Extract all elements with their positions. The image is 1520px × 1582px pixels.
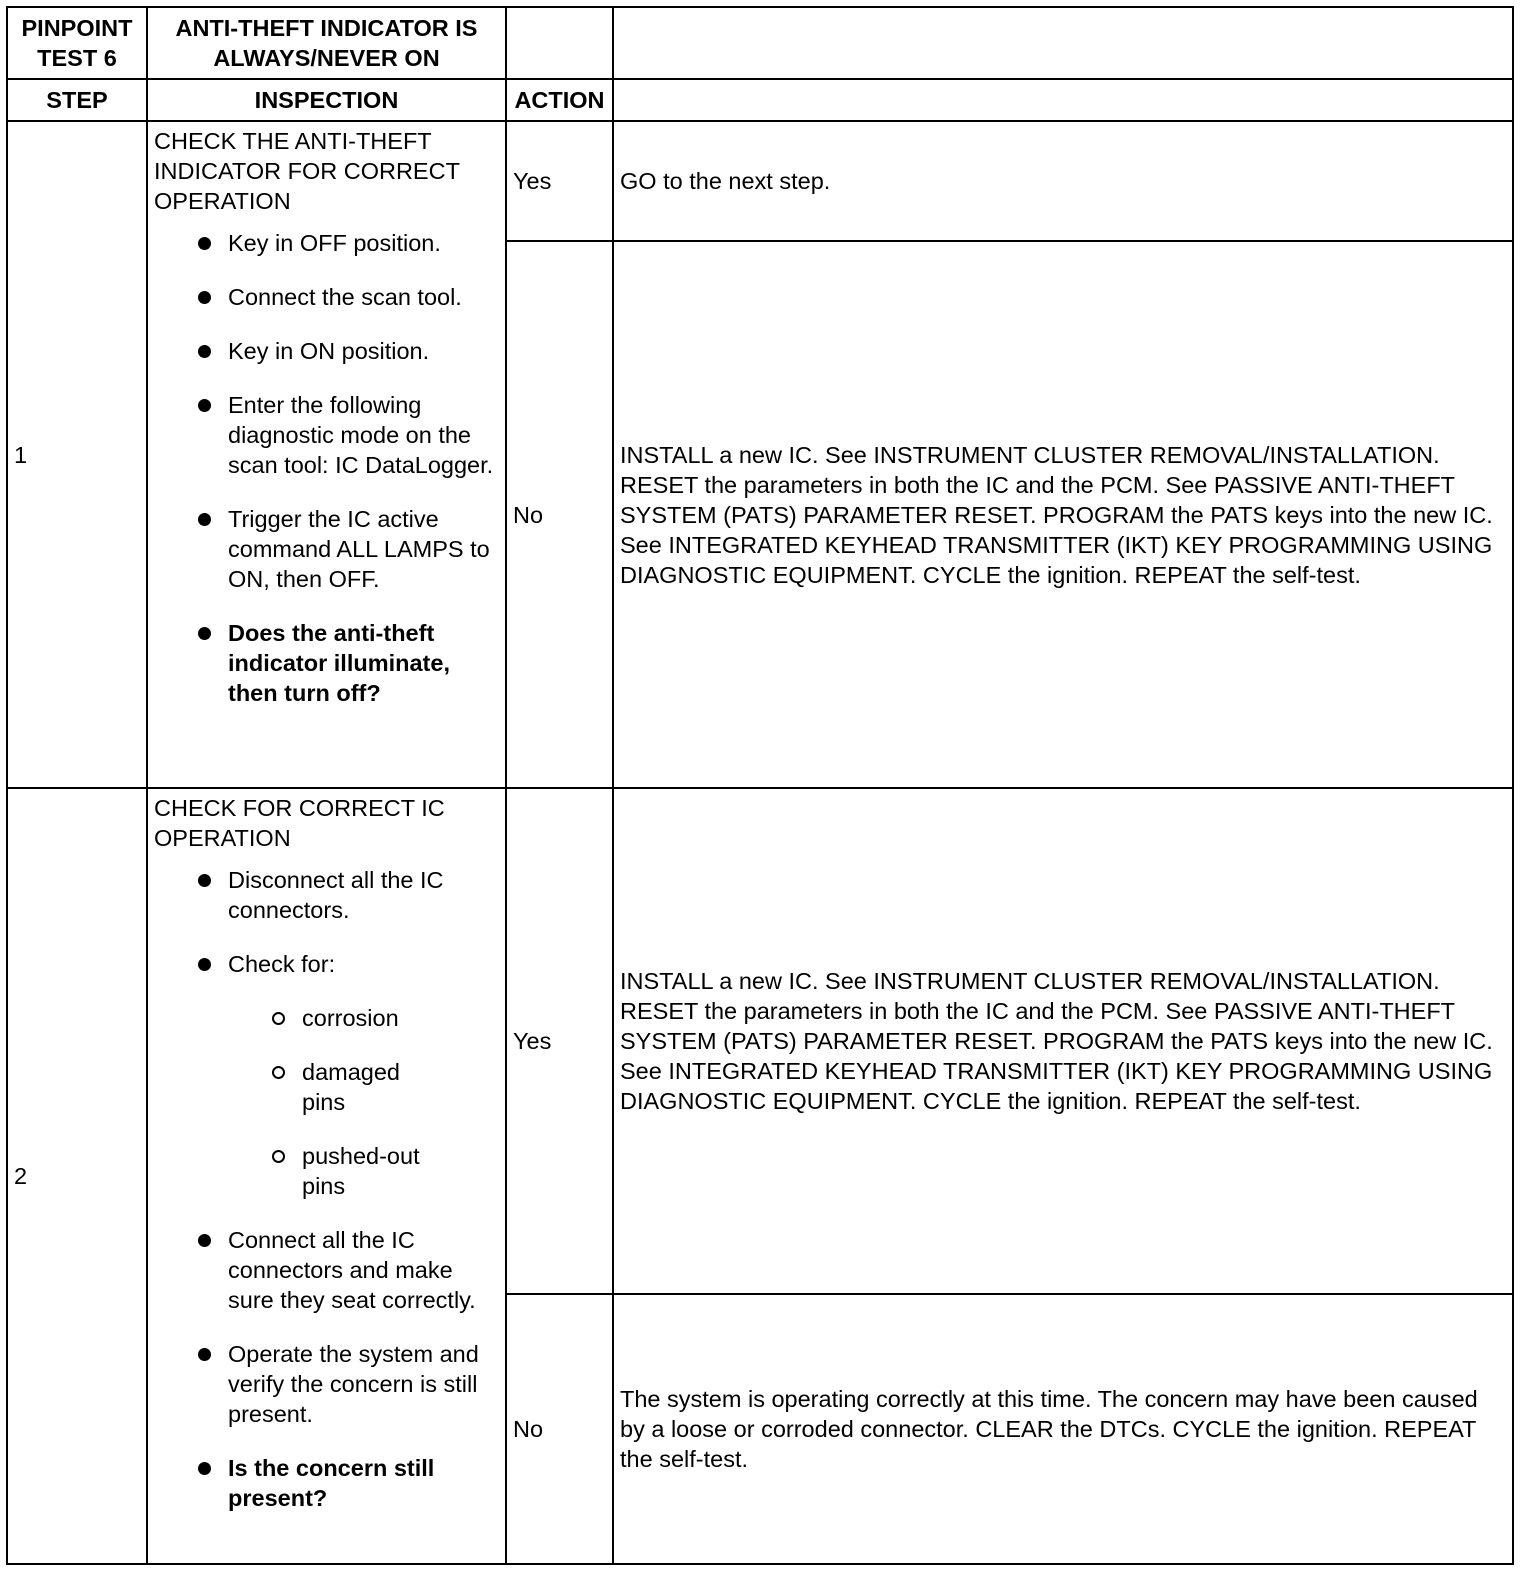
sub-list-item: damaged pins xyxy=(228,1057,499,1117)
pinpoint-test-table xyxy=(6,6,1514,1565)
step-2-no-label: No xyxy=(506,1294,613,1564)
step-2-number: 2 xyxy=(7,788,147,1564)
step-2-question: Is the concern still present? xyxy=(154,1453,499,1513)
check-for-label: Check for: xyxy=(228,951,336,977)
title-row xyxy=(7,7,1513,79)
list-item xyxy=(154,949,499,1201)
pinpoint-test-document xyxy=(6,6,1512,1575)
step-1-no-label: No xyxy=(506,241,613,788)
step-1-yes-row xyxy=(7,121,1513,241)
step-1-number: 1 xyxy=(7,121,147,788)
list-item: Connect all the IC connectors and make sure they seat correctly. xyxy=(154,1225,499,1315)
title-blank-action xyxy=(506,7,613,79)
step-2-title: CHECK FOR CORRECT IC OPERATION xyxy=(154,795,445,851)
step-2-inspection xyxy=(147,788,506,1564)
list-item: Operate the system and verify the concern is still present. xyxy=(154,1339,499,1429)
test-title: ANTI-THEFT INDICATOR IS ALWAYS/NEVER ON xyxy=(147,7,506,79)
list-item: Trigger the IC active command ALL LAMPS to ON, then OFF. xyxy=(154,504,499,594)
list-item: Connect the scan tool. xyxy=(154,282,499,312)
step-2-yes-label: Yes xyxy=(506,788,613,1294)
step-1-question: Does the anti-theft indicator illuminate, then turn off? xyxy=(154,618,499,708)
list-item: Enter the following diagnostic mode on the scan tool: IC DataLogger. xyxy=(154,390,499,480)
step-1-yes-action: GO to the next step. xyxy=(613,121,1513,241)
step-2-yes-action: INSTALL a new IC. See INSTRUMENT CLUSTER REMOVAL/INSTALLATION. RESET the parameters in both the IC and the PCM. See PASSIVE ANTI-THEFT SYSTEM (PATS) PARAMETER RESET. PROGRAM the PATS keys into the new IC. See INTEGRATED KEYHEAD TRANSMITTER (IKT) KEY PROGRAMMING USING DIAGNOSTIC EQUIPMENT. CYCLE the ignition. REPEAT the self-test. xyxy=(613,788,1513,1294)
step-2-no-action: The system is operating correctly at this time. The concern may have been caused by a loose or corroded connector. CLEAR the DTCs. CYCLE the ignition. REPEAT the self-test. xyxy=(613,1294,1513,1564)
inspection-column-header: INSPECTION xyxy=(147,79,506,121)
step-1-no-action: INSTALL a new IC. See INSTRUMENT CLUSTER REMOVAL/INSTALLATION. RESET the parameters in both the IC and the PCM. See PASSIVE ANTI-THEFT SYSTEM (PATS) PARAMETER RESET. PROGRAM the PATS keys into the new IC. See INTEGRATED KEYHEAD TRANSMITTER (IKT) KEY PROGRAMMING USING DIAGNOSTIC EQUIPMENT. CYCLE the ignition. REPEAT the self-test. xyxy=(613,241,1513,788)
step-1-yes-label: Yes xyxy=(506,121,613,241)
sub-list-item: corrosion xyxy=(228,1003,499,1033)
pinpoint-test-label: PINPOINT TEST 6 xyxy=(7,7,147,79)
list-item: Key in OFF position. xyxy=(154,228,499,258)
list-item: Disconnect all the IC connectors. xyxy=(154,865,499,925)
step-column-header: STEP xyxy=(7,79,147,121)
step-1-title: CHECK THE ANTI-THEFT INDICATOR FOR CORRECT OPERATION xyxy=(154,128,460,214)
step-2-checklist xyxy=(154,865,499,1513)
step-1-checklist xyxy=(154,228,499,708)
result-column-header xyxy=(613,79,1513,121)
action-column-header: ACTION xyxy=(506,79,613,121)
check-for-sublist xyxy=(228,1003,499,1201)
sub-list-item: pushed-out pins xyxy=(228,1141,499,1201)
step-2-yes-row xyxy=(7,788,1513,1294)
step-1-inspection xyxy=(147,121,506,788)
list-item: Key in ON position. xyxy=(154,336,499,366)
title-blank-result xyxy=(613,7,1513,79)
column-header-row xyxy=(7,79,1513,121)
